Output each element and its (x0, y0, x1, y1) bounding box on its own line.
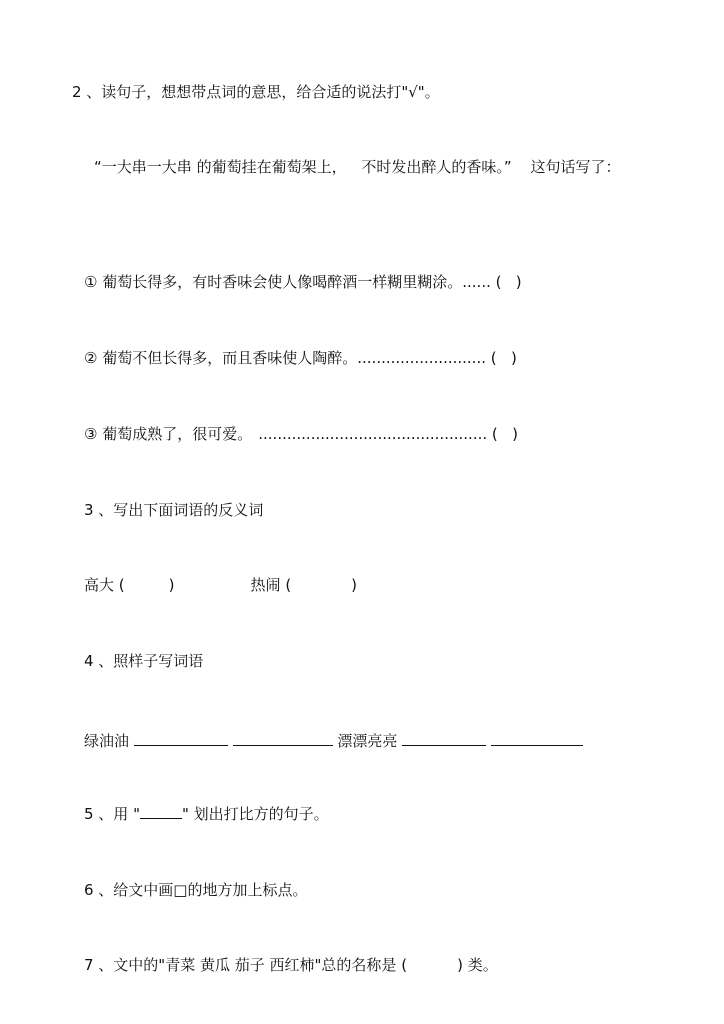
bracket-open: ( (401, 956, 408, 974)
q4-items (84, 731, 583, 751)
example-word-1: 绿油油 (84, 732, 130, 750)
q4-heading: 4 、照样子写词语 (84, 652, 204, 670)
q5-heading-part2: " 划出打比方的句子。 (181, 805, 329, 823)
answer-bracket[interactable]: ( ) (491, 425, 518, 443)
underline-sample (140, 804, 182, 819)
q2-heading: 2 、读句子，想想带点词的意思，给合适的说法打"√"。 (72, 83, 440, 101)
q2-option-3 (84, 424, 518, 444)
q5-heading (84, 804, 329, 824)
q3-items (84, 575, 357, 595)
bracket-open: ( (118, 576, 125, 594)
quote-part-dotted: 一大串一大串 (101, 158, 192, 176)
quote-part-2: 的葡萄挂在葡萄架上， (196, 158, 347, 176)
answer-blank[interactable] (134, 731, 228, 746)
q6-heading: 6 、给文中画□的地方加上标点。 (84, 881, 308, 899)
bracket-close: ) (457, 956, 463, 974)
answer-bracket[interactable]: ( ) (490, 349, 517, 367)
q2-quote (94, 157, 620, 177)
option-text: 葡萄不但长得多，而且香味使人陶醉。 (102, 349, 358, 367)
answer-blank[interactable] (491, 731, 583, 746)
answer-blank[interactable] (233, 731, 333, 746)
answer-blank[interactable] (402, 731, 486, 746)
option-leader: ................................................ (258, 425, 488, 443)
quote-tail: 这句话写了： (530, 158, 621, 176)
option-text: 葡萄长得多，有时香味会使人像喝醉酒一样糊里糊涂。 (102, 273, 463, 291)
quote-open-mark: “ (94, 158, 102, 176)
option-leader: ...... (462, 273, 491, 291)
antonym-word-2: 热闹 (250, 576, 281, 594)
q7-heading-part1: 7 、文中的"青菜 黄瓜 茄子 西红柿"总的名称是 (84, 956, 397, 974)
q7-heading (84, 955, 498, 975)
q5-heading-part1: 5 、用 " (84, 805, 140, 823)
q2-option-1 (84, 272, 522, 292)
q3-heading: 3 、写出下面词语的反义词 (84, 501, 264, 519)
option-marker: ① (84, 273, 98, 291)
q7-heading-part2: 类。 (467, 956, 498, 974)
answer-bracket[interactable]: ( ) (495, 273, 522, 291)
antonym-word-1: 高大 (84, 576, 115, 594)
q2-option-2 (84, 348, 517, 368)
example-word-2: 漂漂亮亮 (337, 732, 398, 750)
quote-part-3: 不时发出醉人的香味。” (361, 158, 512, 176)
option-text: 葡萄成熟了，很可爱。 (102, 425, 253, 443)
option-marker: ③ (84, 425, 98, 443)
option-leader: ........................... (357, 349, 486, 367)
bracket-close: ) (351, 576, 358, 594)
bracket-open: ( (285, 576, 292, 594)
bracket-close: ) (168, 576, 175, 594)
option-marker: ② (84, 349, 98, 367)
